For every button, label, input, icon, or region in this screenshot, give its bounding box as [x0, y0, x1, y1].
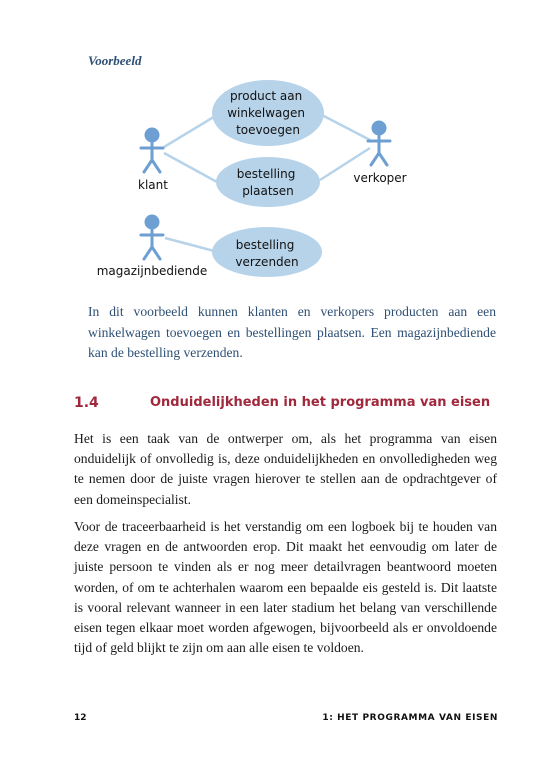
section-title: Onduidelijkheden in het programma van eisen: [150, 395, 491, 410]
usecase-bestelling-verzenden-label: bestelling verzenden: [235, 238, 299, 269]
actor-klant-icon: [141, 129, 163, 172]
line-magazijn-uc3: [165, 238, 218, 252]
example-label: Voorbeeld: [88, 53, 142, 68]
actor-magazijnbediende-icon: [141, 216, 163, 259]
use-case-diagram: [0, 0, 550, 300]
usecase-bestelling-plaatsen-label: bestelling plaatsen: [236, 167, 296, 198]
usecase-bestelling-verzenden: [212, 227, 322, 277]
usecase-product-toevoegen-label: product aan winkelwagen toevoegen: [227, 89, 305, 137]
actor-verkoper-icon: [368, 122, 390, 165]
diagram-caption: In dit voorbeeld kunnen klanten en verkopers producten aan een winkelwagen toevoegen en bestellingen plaatsen. Een magazijnbediende kan de bestelling verzenden.: [88, 304, 496, 360]
page-number: 12: [74, 713, 87, 723]
line-klant-uc2: [164, 153, 217, 182]
section-number: 1.4: [74, 395, 99, 411]
running-footer-chapter: 1: HET PROGRAMMA VAN EISEN: [322, 713, 498, 723]
line-klant-uc1: [164, 115, 217, 147]
line-verkoper-uc1: [318, 113, 370, 140]
usecase-bestelling-plaatsen: [216, 157, 320, 207]
actor-klant-label: klant: [138, 178, 168, 192]
actor-magazijnbediende-label: magazijnbediende: [96, 264, 208, 278]
body-paragraph: Het is een taak van de ontwerper om, als het programma van eisen onduidelijk of onvolledig is, deze onduidelijkheden en onvolledigheden weg te nemen door de juiste vragen hierover te stellen aan de opdrachtgever of een domeinspecialist.: [74, 431, 497, 507]
body-paragraph: Voor de traceerbaarheid is het verstandig om een logboek bij te houden van deze vragen en de antwoorden erop. Dit maakt het eenvoudig om later de juiste persoon te vinden als er nog meer detailvragen beantwoord moeten worden, of om te achterhalen waarom een bepaalde eis gesteld is. Dit laatste is vooral relevant wanneer in een later stadium het belang van verschillende eisen tegen elkaar moet worden afgewogen, bijvoorbeeld als er onvoldoende tijd of geld blijkt te zijn om aan alle eisen te voldoen.: [74, 519, 497, 656]
actor-verkoper-label: verkoper: [353, 171, 407, 185]
